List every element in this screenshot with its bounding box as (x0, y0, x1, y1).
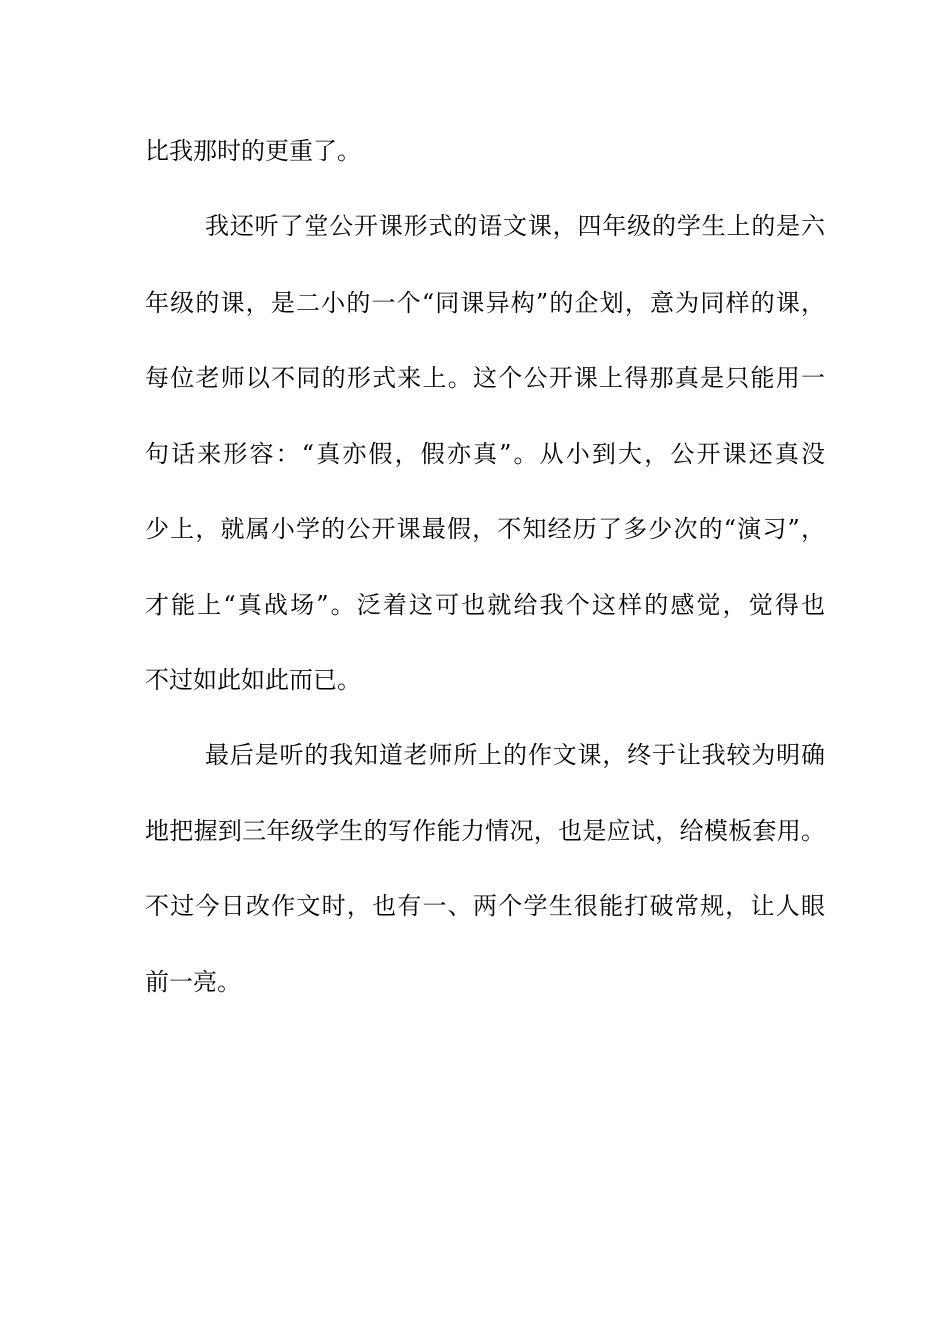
text-line: 不过今日改作文时，也有一、两个学生很能打破常规，让人眼 (145, 892, 825, 920)
text-line: 才能上“真战场”。泛着这可也就给我个这样的感觉，觉得也 (145, 591, 825, 619)
text-line: 每位老师以不同的形式来上。这个公开课上得那真是只能用一 (145, 364, 825, 392)
text-line: 少上，就属小学的公开课最假，不知经历了多少次的“演习”， (145, 515, 825, 543)
text-line: 地把握到三年级学生的写作能力情况，也是应试，给模板套用。 (145, 817, 825, 845)
text-line: 句话来形容：“真亦假，假亦真”。从小到大，公开课还真没 (145, 440, 825, 468)
text-line: 年级的课，是二小的一个“同课异构”的企划，意为同样的课， (145, 289, 825, 317)
text-line: 我还听了堂公开课形式的语文课，四年级的学生上的是六 (205, 212, 825, 240)
text-line: 比我那时的更重了。 (145, 137, 361, 165)
text-line: 最后是听的我知道老师所上的作文课，终于让我较为明确 (205, 741, 825, 769)
text-line: 不过如此如此而已。 (145, 666, 361, 694)
text-line: 前一亮。 (145, 968, 241, 996)
